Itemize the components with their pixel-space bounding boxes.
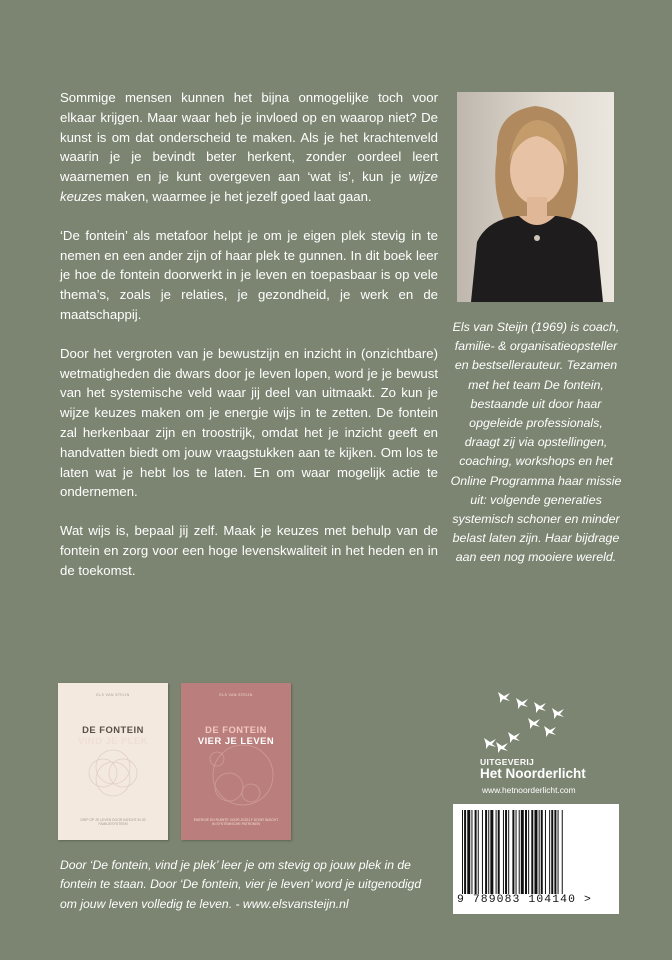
- publisher-url: www.hetnoorderlicht.com: [482, 785, 576, 795]
- barcode-bar: [496, 810, 497, 894]
- paragraph-1-start: Sommige mensen kunnen het bijna onmogelijke toch voor elkaar krijgen. Maar waar heb je invloed op en waarop niet? De kunst is om dat onderscheid te maken. Als je het krachtenveld waarin je je bevindt beter herkent, zonder oordeel leert waarnemen en je kunt overgeven aan ‘wat is’, kun je: [60, 90, 438, 185]
- barcode-bar: [528, 810, 529, 894]
- barcode-bar: [551, 810, 553, 894]
- isbn-digits: 9 789083 104140 >: [457, 894, 592, 906]
- barcode-bar: [519, 810, 520, 894]
- barcode-bar: [482, 810, 483, 894]
- barcode-bar: [549, 810, 550, 894]
- book-tagline: ENERGIE EN RUIMTE VOOR JEZELF DOOR INZICHT IN SYSTEMISCHE PATRONEN: [193, 818, 279, 827]
- barcode-bar: [475, 810, 477, 894]
- publisher-name: Het Noorderlicht: [480, 766, 586, 781]
- barcode-bar: [464, 810, 466, 894]
- books-caption: Door ‘De fontein, vind je plek’ leer je om stevig op jouw plek in de fontein te staan. Door ‘De fontein, vier je leven’ word je uitgenodigd om jouw leven volledig te leven. - www.elsvansteijn.nl: [60, 858, 422, 911]
- paragraph-4: Wat wijs is, bepaal jij zelf. Maak je keuzes met behulp van de fontein en zorg voor een hoge levenskwaliteit in het heden en in de toekomst.: [60, 523, 438, 578]
- barcode-bar: [505, 810, 507, 894]
- barcode-bar: [554, 810, 556, 894]
- author-photo: [457, 92, 614, 302]
- barcode-bars: [460, 810, 612, 894]
- paragraph-1-end: maken, waarmee je het jezelf goed laat gaan.: [101, 188, 372, 204]
- barcode-bar: [531, 810, 533, 894]
- circles-artwork: [181, 683, 291, 840]
- paragraph-2: ‘De fontein’ als metafoor helpt je om je eigen plek stevig in te nemen en een ander zijn of haar plek te gunnen. In dit boek leer je hoe de fontein doorwerkt in je leven en toepasbaar is op vele thema’s, zoals je relaties, je gezondheid, je werk en de maatschappij.: [60, 227, 438, 322]
- barcode-bar: [516, 810, 517, 894]
- paragraph-3: Door het vergroten van je bewustzijn en inzicht in (onzichtbare) wetmatigheden die dwars door je leven lopen, word je je bewust van het systemische veld waar jij deel van uitmaakt. Zo kun je wijze keuzes maken om je energie wijs in te zetten. De fontein zal herkenbaar zijn en troostrijk, omdat het je inzicht geeft en handvatten biedt om jouw vraagstukken aan te kijken. Om los te laten wat je hebt los te laten. En om waar mogelijk actie te ondernemen.: [60, 345, 438, 500]
- book-title: DE FONTEIN: [82, 724, 144, 735]
- book-cover-vier-je-leven: [181, 683, 291, 840]
- barcode-bar: [485, 810, 487, 894]
- book-tagline: GRIP OP JE LEVEN DOOR INZICHT IN JE FAMILIESYSTEEM: [80, 818, 146, 827]
- barcode-bar: [498, 810, 500, 894]
- book-subtitle: VIND JE PLEK: [77, 735, 149, 746]
- barcode-bar: [462, 810, 463, 894]
- circles-artwork: [58, 683, 168, 840]
- barcode-bar: [467, 810, 470, 894]
- barcode-bar: [539, 810, 540, 894]
- book-author: ELS VAN STEIJN: [96, 693, 130, 697]
- barcode-bar: [490, 810, 493, 894]
- barcode-bar: [541, 810, 543, 894]
- publisher-label: UITGEVERIJ: [480, 757, 535, 767]
- author-bio: Els van Steijn (1969) is coach, familie- & organisatieopsteller en bestsellerauteur. Tezamen met het team De fontein, bestaande uit door haar opgeleide professionals, draagt zij via opstellingen, coaching, workshops en het Online Programma haar missie uit: volgende generaties systemisch schoner en minder belast laten zijn. Haar bijdrage aan een nog mooiere wereld.: [450, 320, 622, 565]
- paragraph-1-emphasis: wijze keuzes: [60, 169, 438, 204]
- book-subtitle: VIER JE LEVEN: [197, 735, 275, 746]
- back-cover-text: [60, 88, 438, 600]
- barcode-bar: [534, 810, 537, 894]
- barcode-bar: [525, 810, 527, 894]
- barcode-bar: [521, 810, 524, 894]
- barcode-bar: [503, 810, 504, 894]
- book-title: DE FONTEIN: [205, 724, 267, 735]
- barcode-bar: [562, 810, 563, 894]
- isbn-barcode: [453, 804, 619, 914]
- barcode-bar: [471, 810, 472, 894]
- book-author: ELS VAN STEIJN: [219, 693, 253, 697]
- barcode-bar: [508, 810, 509, 894]
- barcode-bar: [558, 810, 559, 894]
- publisher-birds-logo: [478, 688, 574, 754]
- paragraph-1: [60, 88, 438, 207]
- barcode-bar: [545, 810, 546, 894]
- book-cover-vind-je-plek: [58, 683, 168, 840]
- barcode-bar: [512, 810, 514, 894]
- barcode-bar: [488, 810, 489, 894]
- barcode-bar: [478, 810, 479, 894]
